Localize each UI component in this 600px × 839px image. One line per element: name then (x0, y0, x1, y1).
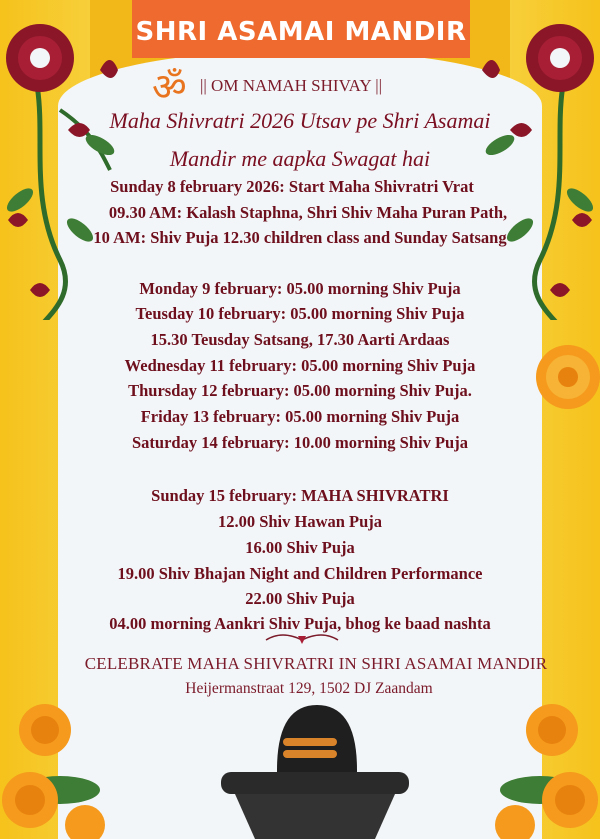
red-flower-icon (526, 24, 594, 92)
schedule-line: 09.30 AM: Kalash Staphna, Shri Shiv Maha Puran Path, (108, 203, 508, 222)
ornament-divider (262, 626, 342, 650)
shiv-lingam-icon (215, 700, 415, 839)
schedule-line: 10 AM: Shiv Puja 12.30 children class and Sunday Satsang (93, 228, 507, 247)
schedule-line: Wednesday 11 february: 05.00 morning Shiv Puja (124, 356, 476, 375)
schedule-line: Teusday 10 february: 05.00 morning Shiv Puja (135, 304, 465, 323)
schedule-line: Friday 13 february: 05.00 morning Shiv Puja (140, 407, 460, 426)
mantra-text: || OM NAMAH SHIVAY || (200, 76, 383, 95)
schedule-line: Monday 9 february: 05.00 morning Shiv Puja (139, 279, 461, 298)
om-icon (150, 64, 194, 108)
red-flower-icon (6, 24, 74, 92)
schedule-line: Sunday 8 february 2026: Start Maha Shivratri Vrat (110, 177, 474, 196)
page-title: SHRI ASAMAI MANDIR (132, 0, 470, 58)
svg-text:ॐ: ॐ (152, 65, 187, 108)
schedule-line: 19.00 Shiv Bhajan Night and Children Performance (117, 564, 483, 583)
heading-line-1: Maha Shivratri 2026 Utsav pe Shri Asamai (109, 108, 491, 133)
schedule-line: 12.00 Shiv Hawan Puja (217, 512, 383, 531)
marigold-icon (532, 342, 600, 412)
marigold-cluster-left (0, 700, 110, 839)
address-text: Heijermanstraat 129, 1502 DJ Zaandam (185, 680, 433, 697)
schedule-line: 16.00 Shiv Puja (245, 538, 355, 557)
heading-line-2: Mandir me aapka Swagat hai (169, 146, 431, 171)
celebrate-text: CELEBRATE MAHA SHIVRATRI IN SHRI ASAMAI MANDIR (84, 654, 548, 673)
schedule-line: Sunday 15 february: MAHA SHIVRATRI (151, 486, 449, 505)
schedule-line: 04.00 morning Aankri Shiv Puja, bhog ke baad nashta (109, 614, 491, 633)
schedule-line: 15.30 Teusday Satsang, 17.30 Aarti Ardaas (150, 330, 450, 349)
schedule-line: 22.00 Shiv Puja (245, 589, 355, 608)
mantra-row (150, 64, 382, 108)
schedule-line: Thursday 12 february: 05.00 morning Shiv Puja. (128, 381, 472, 400)
schedule-line: Saturday 14 february: 10.00 morning Shiv Puja (132, 433, 468, 452)
marigold-cluster-right (490, 700, 600, 839)
